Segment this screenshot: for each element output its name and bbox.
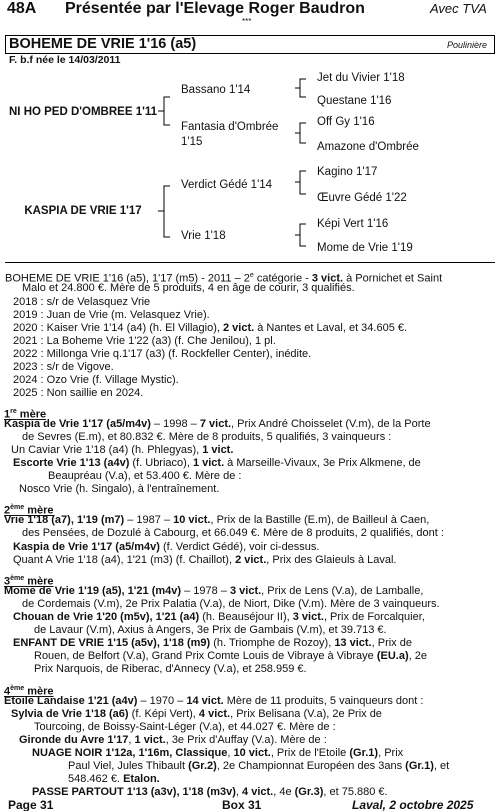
produce-2021: 2021 : La Boheme Vrie 1'22 (a3) (f. Che Jenilou), 1 pl.: [13, 335, 276, 347]
pedigree-dam: KASPIA DE VRIE 1'17: [24, 205, 142, 217]
tva-note: Avec TVA: [430, 1, 487, 16]
m4-line-1: Etoile Landaise 1'21 (a4v) – 1970 – 14 vict. Mère de 11 produits, 5 vainqueurs dont :: [4, 695, 424, 707]
m1-line-6: Nosco Vrie (h. Singalo), à l'entraînement.: [19, 483, 220, 495]
lot-number: 48A: [7, 0, 37, 17]
intro-line-1: BOHEME DE VRIE 1'16 (a5), 1'17 (m5) - 2011 – 2e catégorie - 3 vict. à Pornichet et Saint: [5, 272, 443, 285]
m1-line-2: de Sevres (E.m), et 80.832 €. Mère de 8 produits, 5 qualifiés, 3 vainqueurs :: [22, 431, 392, 443]
m1-line-5: Beaupréau (V.a), et 53.400 €. Mère de :: [48, 470, 242, 482]
m4-line-3: Tourcoing, de Boissy-Saint-Léger (V.a), et 44.027 €. Mère de :: [34, 721, 336, 733]
pedigree-dd-dam: Mome de Vrie 1'19: [317, 242, 413, 254]
pedigree-sire-sire: Bassano 1'14: [181, 84, 251, 96]
m4-line-6: Paul Viel, Jules Thibault (Gr.2), 2e Championnat Européen des 3ans (Gr.1), et: [68, 760, 450, 772]
produce-2018: 2018 : s/r de Velasquez Vrie: [13, 296, 151, 308]
horse-name: BOHEME DE VRIE 1'16 (a5): [9, 36, 197, 52]
m4-line-2: Sylvia de Vrie 1'18 (a6) (f. Képi Vert), 4 vict., Prix Belisana (V.a), 2e Prix de: [11, 708, 382, 720]
footer-box: Box 31: [222, 798, 262, 811]
stars-mark: ***: [242, 17, 252, 26]
m3-line-3: Chouan de Vrie 1'20 (m5v), 1'21 (a4) (h. Beauséjour II), 3 vict., Prix de Forcalquier,: [13, 611, 425, 623]
m2-line-1: Vrie 1'18 (a7), 1'19 (m7) – 1987 – 10 vict., Prix de la Bastille (E.m), de Bailleul à Caen,: [4, 514, 430, 526]
pedigree-separator: [5, 262, 495, 263]
m4-line-4: Gironde du Avre 1'17, 1 vict., 3e Prix d'Auffay (V.a). Mère de :: [19, 734, 327, 746]
m1-line-1: Kaspia de Vrie 1'17 (a5/m4v) – 1998 – 7 vict., Prix André Choisselet (V.m), de la Porte: [4, 418, 431, 430]
pedigree-sd-sire: Off Gy 1'16: [317, 116, 375, 128]
m3-line-6: Rouen, de Belfort (V.a), Grand Prix Comte Louis de Vibraye à Vibraye (EU.a), 2e: [34, 650, 427, 662]
m4-line-5: NUAGE NOIR 1'12a, 1'16m, Classique, 10 vict., Prix de l'Etoile (Gr.1), Prix: [32, 747, 404, 759]
section-second-dam: 2ème mère: [4, 504, 54, 517]
section-third-dam: 3ème mère: [4, 575, 54, 588]
pedigree-dd-sire: Képi Vert 1'16: [317, 218, 389, 230]
produce-2020: 2020 : Kaiser Vrie 1'14 (a4) (h. El Villagio), 2 vict. à Nantes et Laval, et 34.605 €.: [13, 322, 408, 334]
section-first-dam: 1re mère: [4, 408, 47, 421]
produce-2019: 2019 : Juan de Vrie (m. Velasquez Vrie).: [13, 309, 210, 321]
pedigree-sire: NI HO PED D'OMBREE 1'11: [9, 106, 157, 118]
produce-2023: 2023 : s/r de Vigove.: [13, 361, 114, 373]
pedigree-ds-sire: Kagino 1'17: [317, 166, 378, 178]
pedigree-ss-sire: Jet du Vivier 1'18: [317, 72, 405, 84]
pedigree-sire-dam: Fantasia d'Ombrée 1'15: [181, 121, 279, 148]
presenter-title: Présentée par l'Elevage Roger Baudron: [65, 0, 365, 17]
m3-line-5: ENFANT DE VRIE 1'15 (a5v), 1'18 (m9) (h. Triomphe de Rozoy), 13 vict., Prix de: [13, 637, 412, 649]
pedigree-ds-dam: Œuvre Gédé 1'22: [317, 192, 407, 204]
m2-line-3: Kaspia de Vrie 1'17 (a5/m4v) (f. Verdict Gédé), voir ci-dessus.: [13, 541, 320, 553]
pedigree-ss-dam: Questane 1'16: [317, 95, 392, 107]
footer-date: Laval, 2 octobre 2025: [352, 798, 474, 811]
horse-birth: F. b.f née le 14/03/2011: [9, 54, 121, 66]
section-fourth-dam: 4ème mère: [4, 685, 54, 698]
m3-line-1: Mome de Vrie 1'19 (a5), 1'21 (m4v) – 1978 – 3 vict., Prix de Lens (V.a), de Lamballe,: [4, 585, 424, 597]
produce-2025: 2025 : Non saillie en 2024.: [13, 387, 144, 399]
m2-line-4: Quant A Vrie 1'18 (a4), 1'21 (m3) (f. Chaillot), 2 vict., Prix des Glaieuls à Laval.: [13, 554, 397, 566]
m3-line-7: Prix Narquois, de Riberac, d'Annecy (V.a), et 258.959 €.: [34, 663, 307, 675]
pedigree-dam-sire: Verdict Gédé 1'14: [181, 179, 273, 191]
pedigree-sd-dam: Amazone d'Ombrée: [317, 141, 419, 153]
m4-line-7: 548.462 €. Etalon.: [68, 773, 160, 785]
horse-category: Poulinière: [447, 40, 488, 50]
m1-line-4: Escorte Vrie 1'13 (a4v) (f. Ubriaco), 1 vict. à Marseille-Vivaux, 3e Prix Alkmene, de: [13, 457, 421, 469]
m3-line-2: de Cordemais (V.m), 2e Prix Palatia (V.a), de Niort, Dike (V.m). Mère de 3 vainqueurs.: [22, 598, 440, 610]
m2-line-2: des Pensées, de Dozulé à Cabourg, et 66.049 €. Mère de 8 produits, 2 qualifiés, dont :: [22, 527, 444, 539]
m1-line-3: Un Caviar Vrie 1'18 (a4) (h. Phlegyas), 1 vict.: [11, 444, 234, 456]
intro-line-2: Malo et 24.800 €. Mère de 5 produits, 4 en âge de courir, 3 qualifiés.: [22, 282, 355, 294]
pedigree-dam-dam: Vrie 1'18: [181, 230, 226, 242]
footer-page: Page 31: [8, 798, 54, 811]
produce-2024: 2024 : Ozo Vrie (f. Village Mystic).: [13, 374, 179, 386]
produce-2022: 2022 : Millonga Vrie q.1'17 (a3) (f. Rockfeller Center), inédite.: [13, 348, 312, 360]
m3-line-4: de Lavaur (V.m), Axius à Angers, 3e Prix de Gambais (V.m), et 39.713 €.: [34, 624, 387, 636]
m4-line-8: PASSE PARTOUT 1'13 (a3v), 1'18 (m3v), 4 vict., 4e (Gr.3), et 75.880 €.: [32, 786, 388, 798]
